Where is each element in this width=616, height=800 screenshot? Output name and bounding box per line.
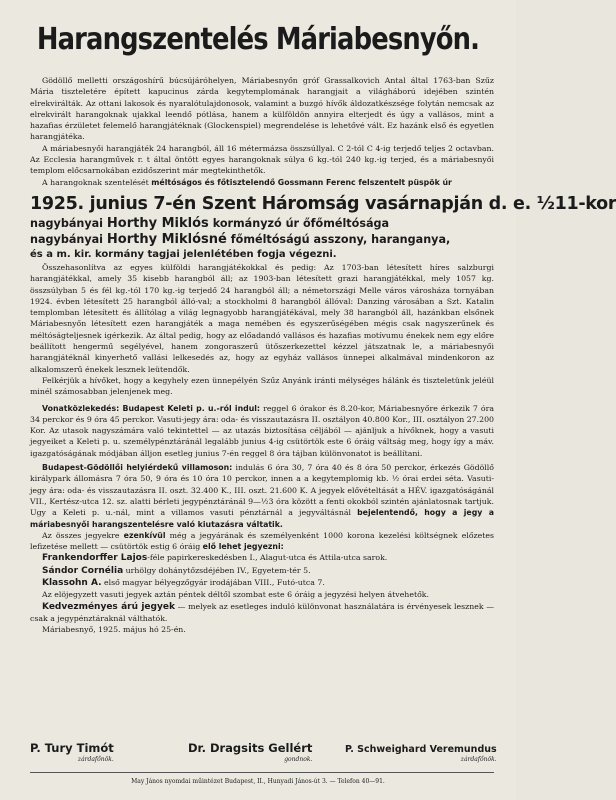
tickets-notice: elő lehet jegyezni: xyxy=(202,542,284,552)
attendee-1-pre: nagybányai xyxy=(30,216,104,230)
address-2-name: Sándor Cornélia xyxy=(42,565,124,576)
train-paragraph xyxy=(30,403,494,459)
address-1-text: -féle papirkereskedésben I., Alagut-utca és Attila-utca sarok. xyxy=(147,553,388,563)
tickets-text: még a jegyárának és személyenként 1000 korona kezelési költségnek előzetes lefizetése mellett — csütörtök estig 6 óráig xyxy=(30,530,494,552)
address-2 xyxy=(30,565,494,577)
place-date: Máriabesnyő, 1925. május hó 25-én. xyxy=(42,625,186,635)
bishop-name: méltóságos és főtisztelendő Gossmann Ferenc felszentelt püspök úr xyxy=(151,177,452,187)
tram-notice: bejelentendő, hogy a jegy a máriabesnyői harangszentelésre való kiutazásra váltatik. xyxy=(30,508,494,529)
tickets-paragraph xyxy=(30,530,494,553)
tram-text: indulás 6 óra 30, 7 óra 40 és 8 óra 50 perckor, érkezés Gödöllő királypark állomásra 7 óra 50, 9 óra és 10 óra 10 perckor, innen a a kegytemplomig kb. ½ órai erdei séta. Vasuti-jegy ára: oda- és visszautazásra II. oszt. 32.400 K., III. oszt. 21.600 K. A jegyek elővételtását a HÉV. igazgatóságánál VII., Kertész-utca 12. sz. alatti bérleti jegypénztáránál 9—½3 óra között a fenti okokból szintén ajánlatosnak tartjuk. Ugy a Keleti p. u.-nál, mint a villamos vasuti pénztárnál a jegyváltásnál xyxy=(30,463,494,518)
attendee-1-post: kormányzó úr őfőméltósága xyxy=(212,216,390,230)
invitation-paragraph: Felkérjük a hívőket, hogy a kegyhely ezen ünnepélyén Szűz Anyánk iránti mélységes hálánk és tiszteletünk jeléül minél számosabban jelenjenek meg. xyxy=(30,375,494,397)
tickets-pre: Az összes jegyekre xyxy=(42,530,120,540)
signature-1-role: zárdafőnök. xyxy=(77,756,114,763)
pickup-paragraph: Az elöjegyzett vasuti jegyek aztán péntek déltől szombat este 6 óráig a jegyzési helyen átvehetők. xyxy=(42,590,429,600)
address-2-text: urhölgy dohánytőzsdéjében IV., Egyetem-tér 5. xyxy=(125,565,311,575)
attendee-2-pre: nagybányai xyxy=(30,232,104,246)
address-1-name: Frankendorffer Lajos xyxy=(42,553,148,564)
address-3 xyxy=(30,577,494,589)
signature-2 xyxy=(188,737,312,763)
signature-1 xyxy=(30,737,114,763)
bells-text: A máriabesnyői harangjáték 24 harangból, áll 16 métermázsa összsúllyal. C 2-tól C 4-ig terjedő teljes 2 octavban. Az Ecclesia harangművek r. t által öntött egyes harangoknak súlya 6 kg.-tól 240 kg.-ig terjed, és a máriabesnyői templom előcsarnokában ezidőszerint már megtekinthetők. xyxy=(30,143,494,176)
tram-heading: Budapest-Gödöllői helyiérdekű villamoson: xyxy=(42,463,233,473)
tickets-extra: ezenkívül xyxy=(123,530,166,540)
train-text: reggel 6 órakor és 8.20-kor, Máriabesnyőre érkezik 7 óra 34 perckor és 9 óra 45 perckor. Vasuti-jegy ára: oda- és visszautazásra II. osztályon 40.800 Kor., III. osztályon 27.200 Kor. Az utasok nagyszámára való tekintettel — az utazás biztosítása céljából — ajánljuk a hívőknek, hogy a vasuti jegyeiket a Keleti p. u. személypénztáránál legalább junius 4-ig csütörtök este 6 óráig váltság meg, hogy így a máv. igazgatóságának módjában álljon esetleg junius 7-én reggel 8 óra tájban különvonatot is beállítani. xyxy=(30,403,494,458)
printer-footer: May János nyomdai műintézet Budapest, II., Hunyadi János-út 3. — Telefon 40—91. xyxy=(131,778,385,785)
attendee-line-1 xyxy=(30,216,494,232)
attendee-2-post: főméltóságú asszony, haranganya, xyxy=(230,232,451,246)
discount-heading: Kedvezményes árú jegyek xyxy=(42,601,175,612)
signature-3-name: P. Schweighard Veremundus xyxy=(345,744,497,755)
bells-paragraph xyxy=(30,143,494,177)
signature-2-role: gondnok. xyxy=(284,756,313,763)
consecration-pre: A harangoknak szentelését xyxy=(42,177,149,187)
discount-paragraph xyxy=(30,601,494,625)
tram-paragraph xyxy=(30,462,494,530)
signature-3 xyxy=(345,737,497,763)
consecration-paragraph xyxy=(30,177,494,188)
attendee-1-name: Horthy Miklós xyxy=(106,215,209,231)
address-3-text: első magyar bélyegzőgyár irodájában VIII., Futó-utca 7. xyxy=(104,577,325,587)
train-heading: Vonatközlekedés: Budapest Keleti p. u.-ról indul: xyxy=(42,403,261,413)
signature-1-name: P. Tury Timót xyxy=(30,741,114,755)
footer-rule xyxy=(30,772,494,773)
intro-paragraph: Gödöllő melletti országoshírű búcsújáróhelyen, Máriabesnyőn gróf Grassalkovich Antal által 1763-ban Szűz Mária tiszteletére épített kapucinus zárda kegytemplomának harangjait a világháború idejében szintén elrekvirálták. Az ottani lakosok és nyaralótulajdonosok, valamint a buzgó hívők áldozatkészsége folytán nemcsak az elrekvirált harangoknak ujakkal leendő pótlása, hanem a külföldön annyira elterjedt és úgy a vallásos, mint a hazafias érzületet felemelő harangjátéknak (Glockenspiel) megrendelése is lehetővé vált. Ez hazánk első és egyetlen harangjátéka. xyxy=(30,76,494,142)
attendee-line-2 xyxy=(30,232,494,248)
poster-body xyxy=(30,75,616,635)
poster-title: Harangszentelés Máriabesnyőn. xyxy=(36,22,480,57)
signature-2-name: Dr. Dragsits Gellért xyxy=(188,741,313,755)
government-line: és a m. kir. kormány tagjai jelenlétében fogja végezni. xyxy=(30,248,337,260)
signature-3-role: zárdafőnök. xyxy=(460,756,497,763)
comparison-paragraph: Összehasonlítva az egyes külföldi harangjátékokkal és pedig: Az 1703-ban létesített híres salzburgi harangjátékkal, amely 35 kisebb harangból áll; az 1903-ban létesített grazi harangjátékkal, mely 1057 kg. összsúlyban 5 és fél kg.-tól 170 kg.-ig terjedő 24 harangból áll; a németországi Melle város városháza tornyában 1924. évben létesített 25 harangból álló-val; a stockholmi 8 harangból állóval: Danzing városában a Szt. Katalin templomban létesített és állítólag a világ legnagyobb harangjátékával, mely 38 harangból áll, hazánkban elsőnek Máriabesnyőn létesített ezen harangjáték a maga nemében és egyszerűségében mégis csak nagyszerűnek és méltóságteljesnek igérkezik. Az által pedig, hogy az előadandó vallásos és hazafias motívumu énekek nem egy előre beállított hengermű segélyével, hanem zongoraszerű ütőszerkezettel kézzel játszatnak le, a máriabesnyői harangjátéknál kinyerhető vallási lelkesedés az, hogy az egyház vallásos ünnepei alkalmával mindenkoron az alkalomszerű énekek lesznek leütendők. xyxy=(30,262,494,374)
address-3-name: Klassohn A. xyxy=(42,577,102,588)
discount-text: — melyek az esetleges induló különvonat használatára is érvényesek lesznek — csak a jegypénztáraknál válthatók. xyxy=(30,601,495,623)
event-date-line: 1925. junius 7-én Szent Háromság vasárnapján d. e. ½11-kor xyxy=(30,193,616,214)
attendee-2-name: Horthy Miklósné xyxy=(106,231,227,247)
address-1 xyxy=(30,552,494,564)
